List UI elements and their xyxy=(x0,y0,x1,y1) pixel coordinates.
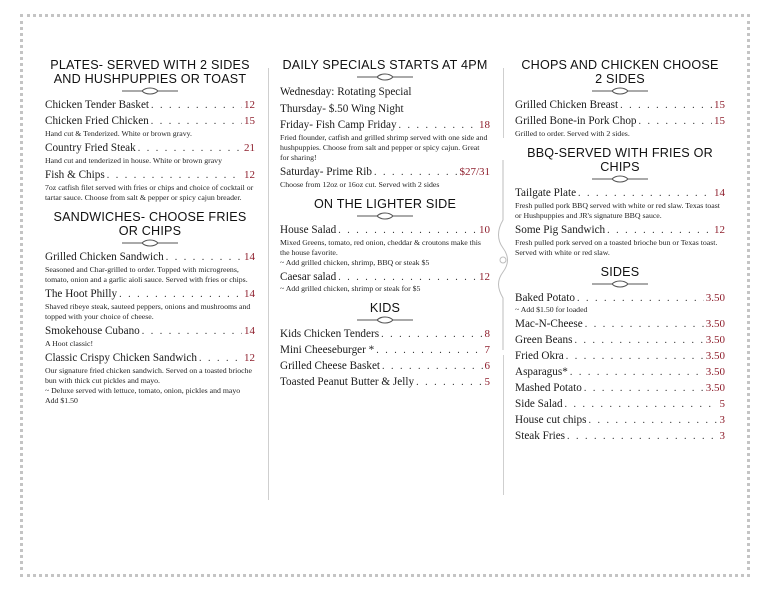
section-chops-chicken xyxy=(515,58,725,139)
leader-dots xyxy=(119,288,242,301)
item-name: Mashed Potato xyxy=(515,382,582,394)
item-name: House cut chips xyxy=(515,414,587,426)
item-price: 7 xyxy=(484,344,490,356)
flourish-ornament xyxy=(120,239,180,247)
item-price: 3 xyxy=(719,430,725,442)
leader-dots xyxy=(374,166,457,179)
item-price: 15 xyxy=(714,99,725,111)
special-line: Wednesday: Rotating Special xyxy=(280,86,412,98)
item-name: Baked Potato xyxy=(515,292,575,304)
item-description: Fried flounder, catfish and grilled shrimp served with one side and hushpuppies. Choose from salt and pepper or spicy cajun. Great for sharing! xyxy=(280,133,488,162)
item-note: ~ Add grilled chicken, shrimp or steak for $5 xyxy=(280,284,421,293)
leader-dots xyxy=(567,430,717,443)
menu-item xyxy=(280,344,490,357)
item-name: Fried Okra xyxy=(515,350,564,362)
section-title-line: SANDWICHES- CHOOSE FRIES xyxy=(53,210,247,224)
leader-dots xyxy=(338,224,477,237)
menu-item xyxy=(280,376,490,389)
leader-dots xyxy=(399,119,477,132)
menu-item xyxy=(45,288,255,322)
item-name: Caesar salad xyxy=(280,271,337,283)
item-price: 12 xyxy=(244,169,255,181)
menu-column-chops-bbq-sides xyxy=(515,58,725,450)
item-price: 3 xyxy=(719,414,725,426)
leader-dots xyxy=(585,318,704,331)
menu-item xyxy=(515,99,725,112)
item-name: Fish & Chips xyxy=(45,169,105,181)
item-price: 3.50 xyxy=(705,292,725,304)
leader-dots xyxy=(376,344,482,357)
flourish-ornament xyxy=(120,87,180,95)
section-title-line: PLATES- SERVED WITH 2 SIDES xyxy=(50,58,250,72)
item-price: 14 xyxy=(244,288,255,300)
leader-dots xyxy=(142,325,242,338)
menu-item xyxy=(515,398,725,411)
item-name: Smokehouse Cubano xyxy=(45,325,140,337)
item-description: Fresh pulled pork BBQ served with white or red slaw. Texas toast or Hushpuppies and JR's signature BBQ sauce. xyxy=(515,201,720,220)
item-price: 14 xyxy=(244,325,255,337)
item-price: 3.50 xyxy=(705,350,725,362)
item-price: 12 xyxy=(714,224,725,236)
item-price: 6 xyxy=(484,360,490,372)
item-price: 3.50 xyxy=(705,318,725,330)
item-name: Grilled Chicken Breast xyxy=(515,99,619,111)
menu-item xyxy=(515,430,725,443)
item-price: 14 xyxy=(714,187,725,199)
leader-dots xyxy=(151,115,242,128)
menu-item xyxy=(280,360,490,373)
scroll-ornament xyxy=(496,160,510,350)
menu-item xyxy=(515,414,725,427)
item-name: Saturday- Prime Rib xyxy=(280,166,372,178)
section-title xyxy=(515,58,725,86)
item-description: Shaved ribeye steak, sauteed peppers, onions and mushrooms and topped with your choice of cheese. xyxy=(45,302,251,321)
column-divider xyxy=(503,355,504,495)
item-note: ~ Add $1.50 for loaded xyxy=(515,305,588,314)
item-price: 21 xyxy=(244,142,255,154)
leader-dots xyxy=(338,271,477,284)
item-price: $27/31 xyxy=(459,166,490,178)
section-kids xyxy=(280,301,490,389)
item-name: Friday- Fish Camp Friday xyxy=(280,119,397,131)
section-title-line: CHIPS xyxy=(600,160,640,174)
section-title: SIDES xyxy=(600,265,640,279)
flourish-ornament xyxy=(355,212,415,220)
item-name: Side Salad xyxy=(515,398,563,410)
menu-item xyxy=(45,115,255,139)
menu-item xyxy=(280,271,490,294)
section-title xyxy=(45,58,255,86)
item-name: Chicken Tender Basket xyxy=(45,99,150,111)
item-name: Mac-N-Cheese xyxy=(515,318,583,330)
menu-item xyxy=(280,119,490,163)
section-title-line: AND HUSHPUPPIES OR TOAST xyxy=(53,72,247,86)
item-name: Tailgate Plate xyxy=(515,187,577,199)
menu-item xyxy=(45,169,255,203)
leader-dots xyxy=(166,251,242,264)
item-price: 12 xyxy=(244,352,255,364)
item-description: 7oz catfish filet served with fries or chips and choice of cocktail or tartar sauce. Choose from salt & pepper or spicy cajun breader. xyxy=(45,183,254,202)
item-name: Grilled Cheese Basket xyxy=(280,360,381,372)
item-description: Hand cut and tenderized in house. White or brown gravy xyxy=(45,156,222,165)
item-name: Grilled Chicken Sandwich xyxy=(45,251,164,263)
item-price: 12 xyxy=(244,99,255,111)
section-title-line: CHOPS AND CHICKEN CHOOSE xyxy=(521,58,719,72)
flourish-ornament xyxy=(590,280,650,288)
leader-dots xyxy=(578,187,712,200)
item-price: 8 xyxy=(484,328,490,340)
leader-dots xyxy=(565,398,718,411)
item-description: Mixed Greens, tomato, red onion, cheddar & croutons make this the house favorite. xyxy=(280,238,481,257)
item-name: The Hoot Philly xyxy=(45,288,118,300)
leader-dots xyxy=(588,414,717,427)
item-price: 18 xyxy=(479,119,490,131)
menu-item xyxy=(515,334,725,347)
item-description: Fresh pulled pork served on a toasted brioche bun or Texas toast. Served with white or red slaw. xyxy=(515,238,718,257)
leader-dots xyxy=(577,292,704,305)
item-name: Grilled Bone-in Pork Chop xyxy=(515,115,637,127)
menu-item xyxy=(515,187,725,221)
section-lighter-side xyxy=(280,197,490,294)
item-name: Asparagus* xyxy=(515,366,568,378)
flourish-ornament xyxy=(355,73,415,81)
section-title-line: 2 SIDES xyxy=(595,72,645,86)
item-price: 10 xyxy=(479,224,490,236)
item-name: Toasted Peanut Butter & Jelly xyxy=(280,376,415,388)
section-sandwiches xyxy=(45,210,255,406)
item-description: Grilled to order. Served with 2 sides. xyxy=(515,129,630,138)
item-price: 5 xyxy=(484,376,490,388)
leader-dots xyxy=(151,99,242,112)
menu-item xyxy=(515,382,725,395)
section-daily-specials xyxy=(280,58,490,190)
menu-item xyxy=(45,352,255,406)
menu-item xyxy=(45,325,255,349)
section-bbq xyxy=(515,146,725,258)
menu-item xyxy=(45,99,255,112)
item-price: 5 xyxy=(719,398,725,410)
flourish-ornament xyxy=(590,175,650,183)
section-title xyxy=(45,210,255,238)
item-description: Seasoned and Char-grilled to order. Topped with microgreens, tomato, onion and a garlic aioli sauce. Served with fries or chips. xyxy=(45,265,248,284)
leader-dots xyxy=(570,366,704,379)
item-description: A Hoot classic! xyxy=(45,339,94,348)
menu-item xyxy=(280,224,490,268)
leader-dots xyxy=(416,376,482,389)
section-title: KIDS xyxy=(369,301,401,315)
leader-dots xyxy=(620,99,712,112)
leader-dots xyxy=(584,382,704,395)
leader-dots xyxy=(607,224,712,237)
item-description: Hand cut & Tenderized. White or brown gravy. xyxy=(45,129,192,138)
item-price: 3.50 xyxy=(705,334,725,346)
column-divider xyxy=(503,68,504,138)
item-name: Country Fried Steak xyxy=(45,142,136,154)
leader-dots xyxy=(574,334,703,347)
item-price: 15 xyxy=(244,115,255,127)
section-title-line: OR CHIPS xyxy=(118,224,182,238)
leader-dots xyxy=(381,328,482,341)
leader-dots xyxy=(639,115,712,128)
section-plates xyxy=(45,58,255,203)
item-description: Our signature fried chicken sandwich. Served on a toasted brioche bun with thick cut pickles and mayo. xyxy=(45,366,252,385)
item-description: Choose from 12oz or 16oz cut. Served with 2 sides xyxy=(280,180,440,189)
item-name: Classic Crispy Chicken Sandwich xyxy=(45,352,197,364)
menu-item xyxy=(515,366,725,379)
section-title xyxy=(515,146,725,174)
menu-item xyxy=(45,142,255,166)
menu-item xyxy=(515,350,725,363)
item-name: Chicken Fried Chicken xyxy=(45,115,149,127)
item-price: 14 xyxy=(244,251,255,263)
section-title: DAILY SPECIALS STARTS AT 4PM xyxy=(282,58,488,72)
item-name: Green Beans xyxy=(515,334,573,346)
flourish-ornament xyxy=(590,87,650,95)
column-divider xyxy=(268,68,269,500)
leader-dots xyxy=(138,142,242,155)
item-name: Kids Chicken Tenders xyxy=(280,328,380,340)
item-price: 15 xyxy=(714,115,725,127)
menu-item xyxy=(280,328,490,341)
item-price: 12 xyxy=(479,271,490,283)
item-note: ~ Add grilled chicken, shrimp, BBQ or steak $5 xyxy=(280,258,430,267)
leader-dots xyxy=(107,169,242,182)
menu-item xyxy=(515,318,725,331)
section-title-line: BBQ-SERVED WITH FRIES OR xyxy=(527,146,713,160)
item-price: 3.50 xyxy=(705,366,725,378)
menu-column-plates-sandwiches xyxy=(45,58,255,413)
menu-item xyxy=(515,224,725,258)
item-price: 3.50 xyxy=(705,382,725,394)
menu-column-specials-lighter-kids xyxy=(280,58,490,396)
flourish-ornament xyxy=(355,316,415,324)
leader-dots xyxy=(199,352,242,365)
section-sides xyxy=(515,265,725,443)
item-name: Steak Fries xyxy=(515,430,566,442)
leader-dots xyxy=(382,360,482,373)
menu-item xyxy=(515,115,725,139)
menu-item xyxy=(45,251,255,285)
menu-item xyxy=(280,166,490,190)
special-line: Thursday- $.50 Wing Night xyxy=(280,103,404,115)
item-note: ~ Deluxe served with lettuce, tomato, onion, pickles and mayo Add $1.50 xyxy=(45,386,241,405)
section-title: ON THE LIGHTER SIDE xyxy=(313,197,457,211)
item-name: Some Pig Sandwich xyxy=(515,224,606,236)
item-name: House Salad xyxy=(280,224,337,236)
menu-item xyxy=(515,292,725,315)
leader-dots xyxy=(566,350,704,363)
item-name: Mini Cheeseburger * xyxy=(280,344,375,356)
